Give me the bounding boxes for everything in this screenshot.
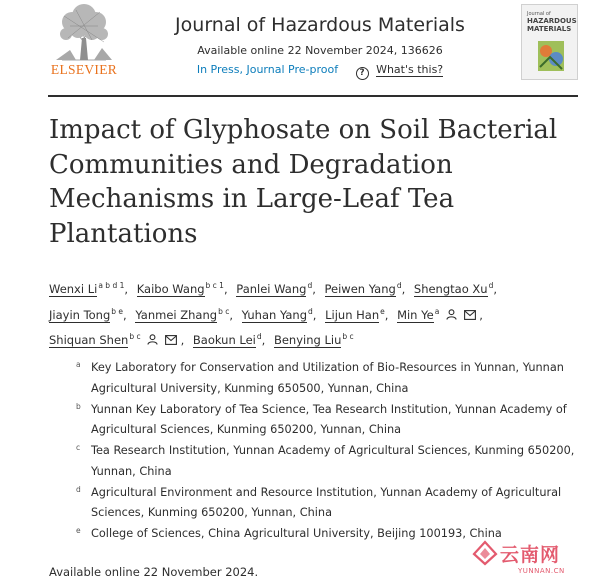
watermark-text: 云南网: [500, 544, 561, 566]
cover-title-line1: HAZARDOUS: [527, 17, 577, 25]
journal-title-link[interactable]: Journal of Hazardous Materials: [175, 14, 465, 36]
affiliation-label: c: [76, 443, 81, 452]
author-link[interactable]: [135, 308, 229, 322]
author-name: Wenxi Li: [49, 282, 98, 296]
watermark-subtext: YUNNAN.CN: [518, 567, 565, 575]
author-name: Benying Liu: [273, 333, 342, 347]
author-link[interactable]: [236, 282, 312, 296]
author-name: Shiquan Shen: [49, 333, 129, 347]
author-name: Min Ye: [397, 307, 434, 322]
author-separator: ,: [384, 307, 389, 322]
author-separator: ,: [312, 307, 317, 322]
affiliation-item: [76, 358, 586, 399]
question-circle-icon[interactable]: ?: [356, 67, 369, 80]
author-separator: ,: [180, 333, 185, 347]
author-name: Panlei Wang: [236, 282, 307, 296]
article-header: [0, 0, 600, 96]
author-separator: ,: [312, 282, 316, 296]
journal-pre-proof-link[interactable]: In Press, Journal Pre-proof: [196, 63, 339, 76]
affiliation-list: [76, 358, 586, 545]
author-separator: ,: [493, 282, 497, 296]
affiliation-text: Key Laboratory for Conservation and Utilization of Bio-Resources in Yunnan, Yunnan Agricultural University, Kunming 650500, Yunnan, China: [91, 361, 564, 395]
header-divider: [48, 95, 578, 97]
author-affil-sup: b c: [129, 332, 141, 341]
yunnan-watermark: [470, 536, 600, 582]
affiliation-label: e: [76, 526, 81, 535]
available-online-line: Available online 22 November 2024, 136626: [197, 44, 443, 57]
author-separator: ,: [229, 307, 234, 322]
affiliation-text: College of Sciences, China Agricultural University, Beijing 100193, China: [91, 527, 502, 540]
author-separator: ,: [123, 307, 127, 322]
author-affil-sup: b c: [218, 306, 230, 316]
author-affil-sup: d: [488, 281, 494, 290]
author-separator: ,: [401, 282, 406, 296]
author-affil-sup: a b d 1: [98, 281, 125, 290]
author-link[interactable]: [414, 282, 493, 296]
author-affil-sup: d: [256, 332, 262, 341]
cover-title-line2: MATERIALS: [527, 25, 572, 33]
author-name: Yuhan Yang: [241, 307, 308, 322]
elsevier-logo[interactable]: [48, 2, 120, 82]
author-affil-sup: b e: [111, 306, 124, 316]
author-name: Peiwen Yang: [324, 282, 396, 296]
author-link[interactable]: [325, 308, 385, 322]
author-separator: ,: [479, 307, 483, 322]
author-name: Lijun Han: [325, 307, 380, 322]
mail-icon: [464, 310, 476, 320]
whats-this-link[interactable]: What's this?: [376, 63, 444, 76]
author-name: Baokun Lei: [192, 333, 256, 347]
author-affil-sup: d: [308, 306, 313, 316]
author-affil-sup: d: [396, 281, 402, 290]
article-title: Impact of Glyphosate on Soil Bacterial Communities and Degradation Mechanisms in Large-Leaf Tea Plantations: [49, 115, 558, 249]
affiliation-label: d: [76, 484, 81, 494]
author-separator: ,: [261, 333, 266, 347]
author-separator: ,: [223, 282, 228, 296]
author-name: Shengtao Xu: [413, 282, 488, 296]
yunnan-logo-icon: [470, 536, 500, 566]
affiliation-text: Yunnan Key Laboratory of Tea Science, Tea Research Institution, Yunnan Academy of Agricultural Sciences, Kunming 650200, Yunnan, China: [91, 402, 567, 436]
available-online-date: Available online 22 November 2024.: [49, 565, 259, 579]
author-list: [49, 275, 569, 352]
mail-icon: [165, 335, 177, 345]
author-name: Yanmei Zhang: [135, 307, 218, 322]
author-link[interactable]: [49, 282, 124, 296]
author-link[interactable]: [325, 282, 402, 296]
affiliation-text: Agricultural Environment and Resource Institution, Yunnan Academy of Agricultural Sciences, Kunming 650200, Yunnan, China: [91, 485, 562, 519]
person-icon: [147, 334, 158, 345]
author-affil-sup: e: [380, 306, 385, 316]
elsevier-wordmark: ELSEVIER: [50, 62, 118, 77]
author-link-corresponding[interactable]: [397, 308, 479, 322]
person-icon: [446, 309, 457, 320]
affiliation-item: [76, 400, 586, 441]
affiliation-text: Tea Research Institution, Yunnan Academy of Agricultural Sciences, Kunming 650200, Yunnan, China: [91, 444, 575, 478]
author-name: Jiayin Tong: [49, 307, 111, 322]
cover-journal-of: Journal of: [527, 11, 551, 17]
author-link[interactable]: [274, 333, 354, 347]
elsevier-tree-icon: [48, 2, 120, 62]
author-affil-sup: b c 1: [205, 281, 224, 290]
author-link[interactable]: [137, 282, 224, 296]
affiliation-item: [76, 441, 586, 482]
author-link[interactable]: [49, 308, 123, 322]
author-affil-sup: b c: [342, 332, 354, 341]
cover-art-icon: [536, 37, 566, 73]
affiliation-label: b: [76, 401, 81, 411]
author-link[interactable]: [193, 333, 262, 347]
author-link-corresponding[interactable]: [49, 333, 181, 347]
author-affil-sup: d: [307, 281, 313, 290]
status-row: [150, 63, 490, 80]
author-separator: ,: [124, 282, 129, 296]
affiliation-label: a: [76, 360, 81, 369]
journal-cover-thumbnail[interactable]: [521, 4, 578, 80]
author-name: Kaibo Wang: [136, 282, 205, 296]
author-link[interactable]: [242, 308, 313, 322]
affiliation-item: [76, 483, 586, 524]
cover-title: [527, 17, 577, 33]
author-affil-sup: a: [434, 306, 440, 316]
